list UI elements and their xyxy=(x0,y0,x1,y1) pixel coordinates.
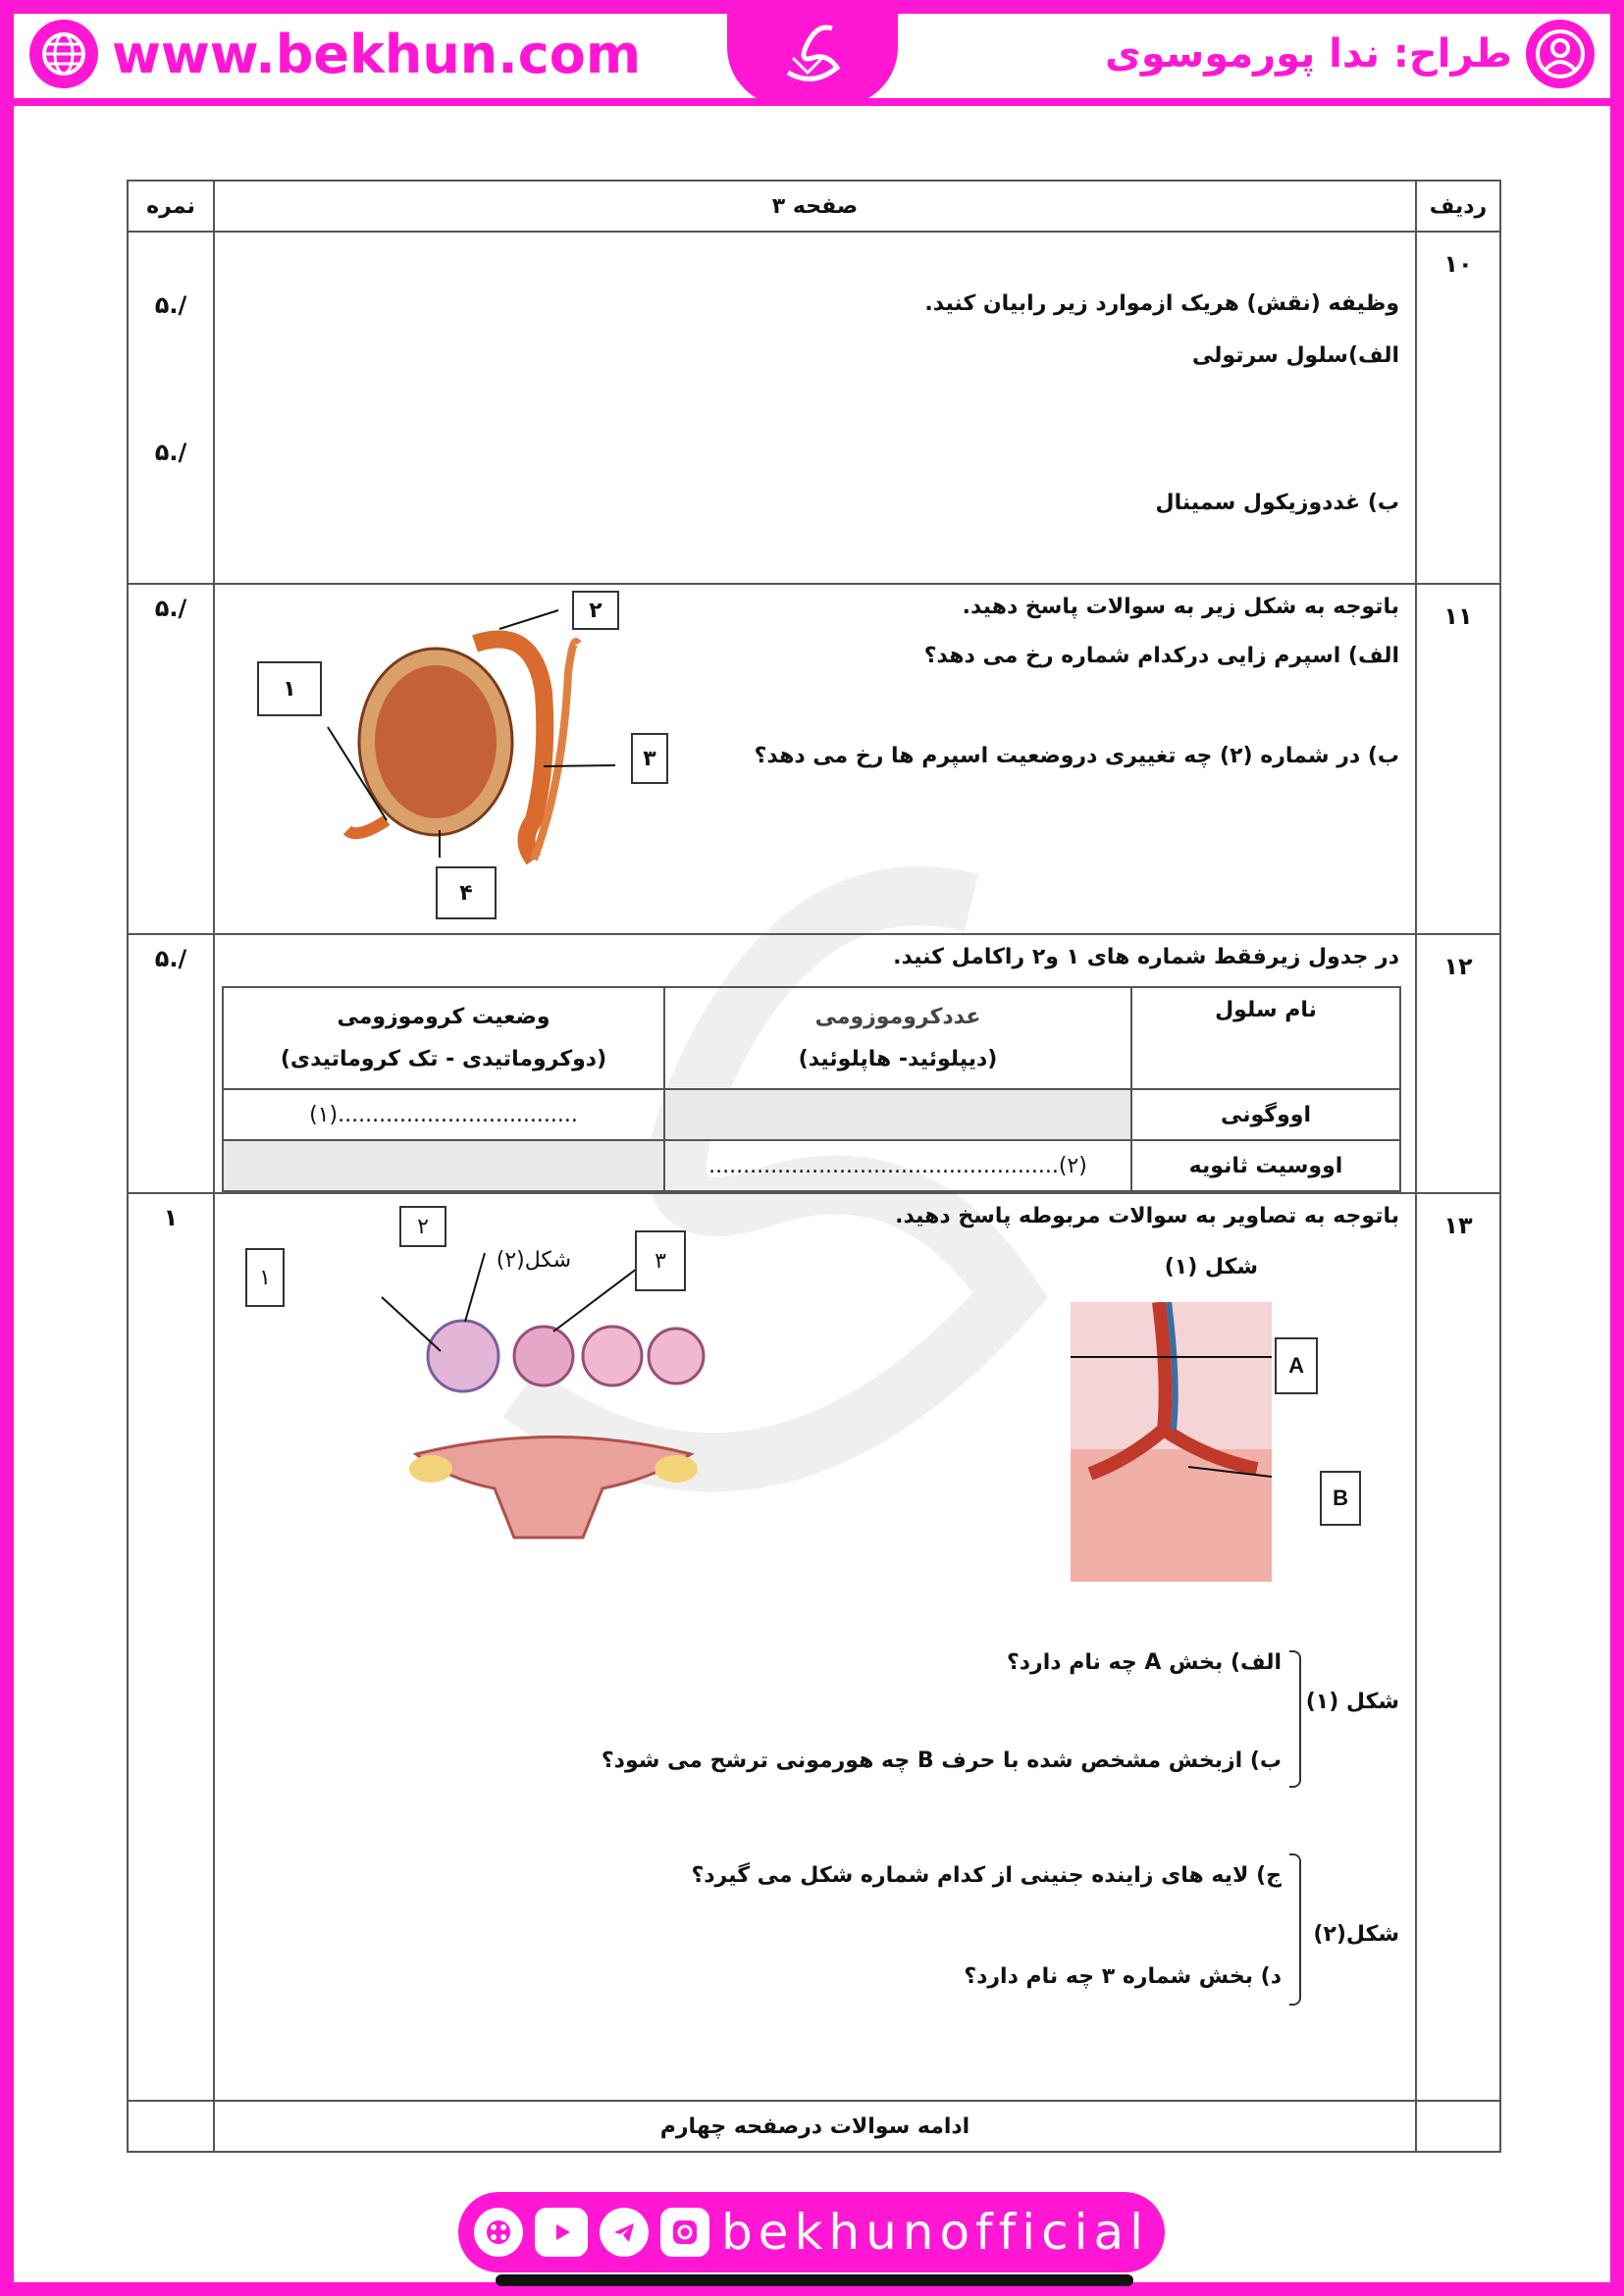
q10-part-a: الف)سلول سرتولی xyxy=(1191,343,1399,368)
col-number-hint: (دیپلوئید- هاپلوئید) xyxy=(798,1047,998,1071)
col-cell-name: نام سلول xyxy=(1131,987,1400,1089)
instagram-icon[interactable] xyxy=(660,2208,709,2257)
social-handle: bekhunofficial xyxy=(720,2204,1150,2261)
aparat-icon[interactable] xyxy=(474,2208,523,2257)
fig1-caption: شکل (۱) xyxy=(1164,1255,1258,1279)
fig2-label-1: ۱ xyxy=(245,1248,285,1307)
q12-number: ۱۲ xyxy=(1416,934,1500,1193)
youtube-icon[interactable] xyxy=(535,2208,588,2257)
q10-number: ۱۰ xyxy=(1416,232,1500,584)
col-number-label: عددکروموزومی xyxy=(814,1005,981,1029)
social-footer[interactable] xyxy=(458,2192,1165,2272)
q10-score-b: /.۵ xyxy=(154,439,187,466)
label-b: B xyxy=(1320,1471,1361,1526)
site-url: www.bekhun.com xyxy=(112,23,642,85)
header-row-label: ردیف xyxy=(1416,181,1500,232)
q10-part-b: ب) غددوزیکول سمینال xyxy=(1155,491,1399,515)
label-a: A xyxy=(1275,1337,1318,1394)
fig2-label-2: ۲ xyxy=(399,1206,446,1247)
row2-cell: اووسیت ثانویه xyxy=(1131,1140,1400,1191)
label-1: ۱ xyxy=(257,661,322,716)
fig2-caption: شکل(۲) xyxy=(496,1248,571,1273)
q11-title: باتوجه به شکل زیر به سوالات پاسخ دهید. xyxy=(962,595,1399,619)
fig1-group-label: شکل (۱) xyxy=(1305,1690,1399,1714)
q10-title: وظیفه (نقش) هریک ازموارد زیر رابیان کنید. xyxy=(924,291,1399,316)
col-state-label: وضعیت کروموزومی xyxy=(337,1005,550,1029)
continue-note: ادامه سوالات درصفحه چهارم xyxy=(214,2101,1416,2152)
q10-score-a: /.۵ xyxy=(154,291,187,319)
fig2-label-3: ۳ xyxy=(635,1230,686,1291)
q13-part-c: ج) لایه های زاینده جنینی از کدام شماره شکل می گیرد؟ xyxy=(691,1863,1282,1888)
telegram-icon[interactable] xyxy=(600,2208,649,2257)
q12-score-value: /.۵ xyxy=(154,945,187,972)
q13-part-d: د) بخش شماره ۳ چه نام دارد؟ xyxy=(964,1964,1282,1989)
row2-blank[interactable]: (۲)................................................... xyxy=(664,1140,1131,1191)
q11-part-a: الف) اسپرم زایی درکدام شماره رخ می دهد؟ xyxy=(923,644,1399,668)
q13-score-value: ۱ xyxy=(163,1204,179,1231)
q11-score-value: /.۵ xyxy=(154,595,187,622)
q13-part-a: الف) بخش A چه نام دارد؟ xyxy=(1007,1650,1282,1675)
q13-part-b: ب) ازبخش مشخص شده با حرف B چه هورمونی ترشح می شود؟ xyxy=(601,1748,1282,1773)
q13-number: ۱۳ xyxy=(1416,1193,1500,2101)
designer-name: طراح: ندا پورموسوی xyxy=(1105,31,1512,77)
q11-part-b: ب) در شماره (۲) چه تغییری دروضعیت اسپرم ها رخ می دهد؟ xyxy=(754,744,1399,768)
row1-cell: اووگونی xyxy=(1131,1089,1400,1140)
header-score-label: نمره xyxy=(128,181,214,232)
q11-number: ۱۱ xyxy=(1416,584,1500,934)
label-4: ۴ xyxy=(436,866,497,919)
label-3: ۳ xyxy=(631,733,668,784)
col-state-hint: (دوکروماتیدی - تک کروماتیدی) xyxy=(280,1047,607,1071)
label-2: ۲ xyxy=(572,591,619,630)
fig2-group-label: شکل(۲) xyxy=(1313,1922,1399,1947)
header-page-label: صفحه ۳ xyxy=(214,181,1416,232)
q12-title: در جدول زیرفقط شماره های ۱ و۲ راکامل کنید. xyxy=(893,945,1399,969)
q13-title: باتوجه به تصاویر به سوالات مربوطه پاسخ دهید. xyxy=(895,1204,1399,1228)
row1-blank[interactable]: ...................................(۱) xyxy=(223,1089,664,1140)
footer-shadow xyxy=(496,2274,1133,2286)
